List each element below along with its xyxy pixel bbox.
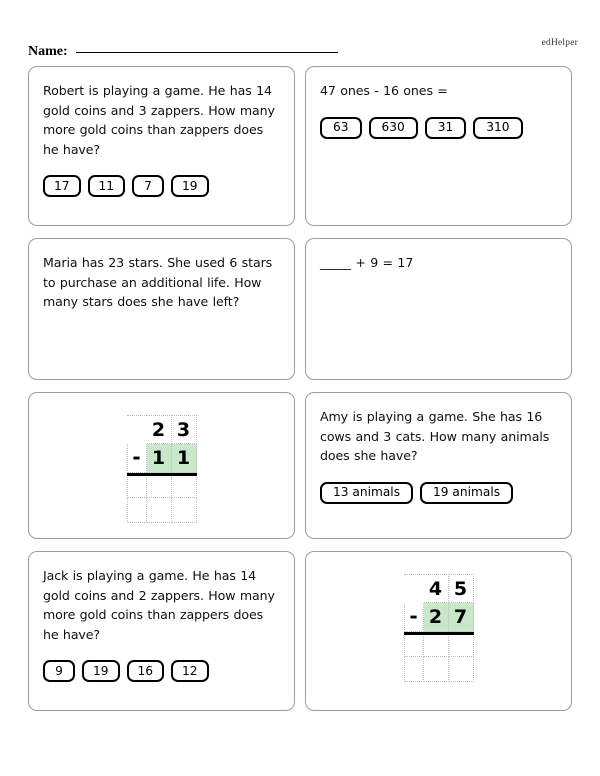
problem-card-6 xyxy=(305,392,572,539)
answer-space-4[interactable] xyxy=(320,273,557,370)
choice-option[interactable]: 7 xyxy=(132,175,164,197)
problem-card-7 xyxy=(28,551,295,711)
extra-cell[interactable] xyxy=(449,657,474,682)
answer-space-3[interactable] xyxy=(43,312,280,370)
answer-cell-ones[interactable] xyxy=(449,632,474,657)
choice-option[interactable]: 11 xyxy=(88,175,126,197)
extra-cell[interactable] xyxy=(127,498,147,523)
minuend-ones: 5 xyxy=(449,574,474,603)
choice-option[interactable]: 310 xyxy=(473,117,522,139)
choice-option[interactable]: 630 xyxy=(369,117,418,139)
edhelper-logo: edHelper xyxy=(541,38,578,48)
operator-minus: - xyxy=(127,444,147,473)
choice-option[interactable]: 19 animals xyxy=(420,482,513,504)
problem-text-2: 47 ones - 16 ones = xyxy=(320,83,448,98)
problem-text-3: Maria has 23 stars. She used 6 stars to purchase an additional life. How many stars does she have left? xyxy=(43,255,273,309)
choice-option[interactable]: 12 xyxy=(171,660,209,682)
choice-option[interactable]: 31 xyxy=(425,117,467,139)
problem-card-5 xyxy=(28,392,295,539)
subtrahend-tens: 1 xyxy=(147,444,172,473)
minuend-tens: 4 xyxy=(424,574,449,603)
problem-card-4 xyxy=(305,238,572,380)
subtraction-rule-line xyxy=(127,473,197,476)
answer-cell-tens[interactable] xyxy=(424,632,449,657)
choice-option[interactable]: 19 xyxy=(171,175,209,197)
name-label: Name: xyxy=(28,44,68,59)
choice-list-6 xyxy=(320,482,557,504)
grid-cell-empty xyxy=(404,574,424,603)
subtraction-grid xyxy=(404,574,474,682)
problem-card-2 xyxy=(305,66,572,226)
answer-cell-ones[interactable] xyxy=(172,473,197,498)
answer-cell-tens[interactable] xyxy=(147,473,172,498)
problem-card-3 xyxy=(28,238,295,380)
choice-list-7 xyxy=(43,660,280,682)
problem-card-8 xyxy=(305,551,572,711)
extra-cell[interactable] xyxy=(147,498,172,523)
subtrahend-tens: 2 xyxy=(424,603,449,632)
subtraction-rule-line xyxy=(404,632,474,635)
name-input-line[interactable] xyxy=(76,52,338,53)
choice-list-1 xyxy=(43,175,280,197)
subtraction-grid xyxy=(127,415,197,523)
operator-minus: - xyxy=(404,603,424,632)
answer-cell-carry[interactable] xyxy=(404,632,424,657)
choice-option[interactable]: 19 xyxy=(82,660,120,682)
subtrahend-ones: 1 xyxy=(172,444,197,473)
answer-cell-carry[interactable] xyxy=(127,473,147,498)
vertical-subtraction-8 xyxy=(320,566,557,700)
choice-option[interactable]: 13 animals xyxy=(320,482,413,504)
minuend-tens: 2 xyxy=(147,415,172,444)
extra-cell[interactable] xyxy=(404,657,424,682)
problem-text-6: Amy is playing a game. She has 16 cows and 3 cats. How many animals does she have? xyxy=(320,409,550,463)
problem-text-4: _____ + 9 = 17 xyxy=(320,255,414,270)
choice-option[interactable]: 9 xyxy=(43,660,75,682)
extra-cell[interactable] xyxy=(424,657,449,682)
problem-grid xyxy=(28,66,572,711)
problem-text-7: Jack is playing a game. He has 14 gold coins and 2 zappers. How many more gold coins than zappers does he have? xyxy=(43,568,275,642)
name-field-row xyxy=(28,44,338,60)
subtrahend-ones: 7 xyxy=(449,603,474,632)
choice-list-2 xyxy=(320,117,557,139)
problem-card-1 xyxy=(28,66,295,226)
choice-option[interactable]: 63 xyxy=(320,117,362,139)
extra-cell[interactable] xyxy=(172,498,197,523)
choice-option[interactable]: 16 xyxy=(127,660,165,682)
problem-text-1: Robert is playing a game. He has 14 gold coins and 3 zappers. How many more gold coins than zappers does he have? xyxy=(43,83,275,157)
choice-option[interactable]: 17 xyxy=(43,175,81,197)
grid-cell-empty xyxy=(127,415,147,444)
minuend-ones: 3 xyxy=(172,415,197,444)
vertical-subtraction-5 xyxy=(43,407,280,528)
